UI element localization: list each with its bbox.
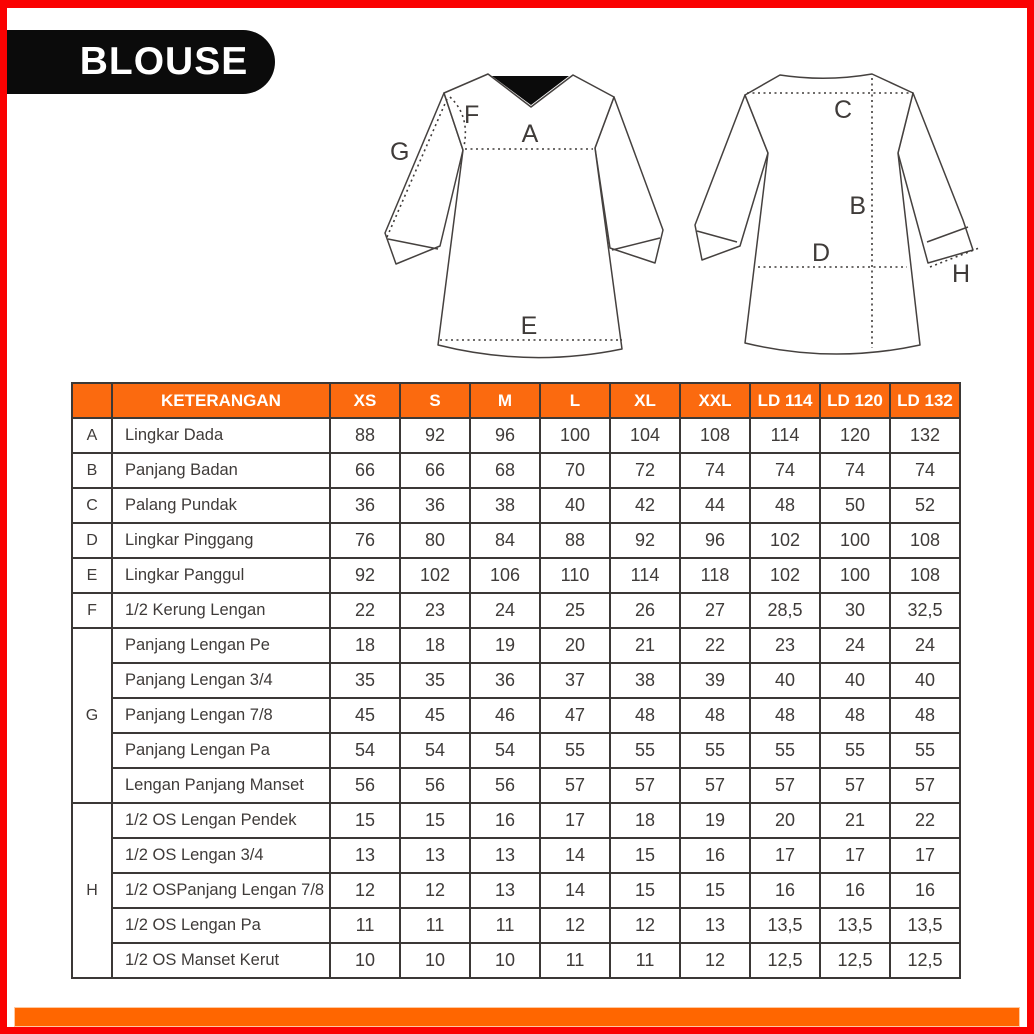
table-row (72, 908, 960, 943)
row-group-letter-b: B (72, 453, 112, 488)
size-value: 11 (540, 943, 610, 978)
size-value: 48 (750, 698, 820, 733)
size-value: 38 (470, 488, 540, 523)
column-header-ld-120: LD 120 (820, 383, 890, 418)
title-badge (7, 30, 275, 94)
back-body-outline (745, 74, 920, 354)
label-H: H (952, 260, 971, 288)
size-value: 25 (540, 593, 610, 628)
size-value: 13 (680, 908, 750, 943)
measurement-label: 1/2 OS Manset Kerut (112, 943, 330, 978)
size-value: 13 (400, 838, 470, 873)
size-value: 36 (400, 488, 470, 523)
table-header (72, 383, 960, 418)
size-value: 24 (820, 628, 890, 663)
size-value: 24 (470, 593, 540, 628)
size-value: 35 (330, 663, 400, 698)
size-value: 55 (680, 733, 750, 768)
measurement-label: 1/2 Kerung Lengan (112, 593, 330, 628)
size-value: 57 (610, 768, 680, 803)
size-value: 20 (750, 803, 820, 838)
size-value: 55 (540, 733, 610, 768)
size-value: 100 (820, 558, 890, 593)
size-value: 48 (890, 698, 960, 733)
column-header-s: S (400, 383, 470, 418)
back-right-sleeve (898, 93, 973, 263)
measurement-label: Panjang Lengan Pe (112, 628, 330, 663)
size-value: 24 (890, 628, 960, 663)
size-value: 13,5 (820, 908, 890, 943)
size-value: 36 (330, 488, 400, 523)
size-value: 102 (750, 523, 820, 558)
size-value: 66 (400, 453, 470, 488)
size-value: 19 (470, 628, 540, 663)
size-value: 19 (680, 803, 750, 838)
size-value: 17 (750, 838, 820, 873)
table-row (72, 768, 960, 803)
size-value: 45 (400, 698, 470, 733)
table-row (72, 943, 960, 978)
size-value: 16 (820, 873, 890, 908)
size-value: 57 (750, 768, 820, 803)
size-value: 45 (330, 698, 400, 733)
row-group-letter-f: F (72, 593, 112, 628)
size-value: 37 (540, 663, 610, 698)
size-value: 114 (610, 558, 680, 593)
size-value: 23 (750, 628, 820, 663)
size-value: 17 (890, 838, 960, 873)
size-value: 30 (820, 593, 890, 628)
size-value: 40 (750, 663, 820, 698)
measurement-label: 1/2 OS Lengan Pa (112, 908, 330, 943)
size-value: 15 (610, 873, 680, 908)
size-value: 13 (470, 838, 540, 873)
size-value: 12,5 (890, 943, 960, 978)
table-row (72, 663, 960, 698)
size-value: 12,5 (750, 943, 820, 978)
size-value: 14 (540, 838, 610, 873)
size-value: 57 (680, 768, 750, 803)
size-value: 57 (540, 768, 610, 803)
row-group-letter-h: H (72, 803, 112, 978)
size-value: 48 (750, 488, 820, 523)
row-group-letter-a: A (72, 418, 112, 453)
size-value: 13,5 (890, 908, 960, 943)
size-table (71, 382, 961, 979)
size-value: 40 (820, 663, 890, 698)
corner-header-cell (72, 383, 112, 418)
measurement-label: 1/2 OSPanjang Lengan 7/8 (112, 873, 330, 908)
size-value: 12 (610, 908, 680, 943)
size-value: 54 (470, 733, 540, 768)
size-value: 18 (400, 628, 470, 663)
size-value: 48 (610, 698, 680, 733)
size-value: 48 (680, 698, 750, 733)
size-value: 15 (680, 873, 750, 908)
size-value: 39 (680, 663, 750, 698)
size-value: 40 (540, 488, 610, 523)
size-value: 28,5 (750, 593, 820, 628)
size-value: 104 (610, 418, 680, 453)
table-row (72, 523, 960, 558)
size-value: 11 (330, 908, 400, 943)
size-value: 12,5 (820, 943, 890, 978)
size-value: 74 (890, 453, 960, 488)
row-group-letter-c: C (72, 488, 112, 523)
size-value: 74 (750, 453, 820, 488)
measurement-label: Palang Pundak (112, 488, 330, 523)
measurement-label: Panjang Lengan 3/4 (112, 663, 330, 698)
size-value: 12 (540, 908, 610, 943)
size-value: 40 (890, 663, 960, 698)
size-value: 16 (750, 873, 820, 908)
size-value: 22 (330, 593, 400, 628)
label-B: B (849, 192, 866, 220)
size-value: 132 (890, 418, 960, 453)
size-value: 92 (330, 558, 400, 593)
measurement-label: Lingkar Dada (112, 418, 330, 453)
size-value: 38 (610, 663, 680, 698)
table-row (72, 873, 960, 908)
size-value: 102 (400, 558, 470, 593)
size-value: 66 (330, 453, 400, 488)
column-header-xxl: XXL (680, 383, 750, 418)
measurement-label: Panjang Lengan 7/8 (112, 698, 330, 733)
size-value: 16 (470, 803, 540, 838)
column-header-ld-132: LD 132 (890, 383, 960, 418)
table-row (72, 628, 960, 663)
size-value: 10 (470, 943, 540, 978)
size-value: 76 (330, 523, 400, 558)
table-row (72, 418, 960, 453)
size-value: 11 (610, 943, 680, 978)
size-value: 88 (330, 418, 400, 453)
label-E: E (520, 312, 538, 340)
size-value: 17 (540, 803, 610, 838)
size-value: 13,5 (750, 908, 820, 943)
measurement-label: 1/2 OS Lengan Pendek (112, 803, 330, 838)
measurement-label: Lengan Panjang Manset (112, 768, 330, 803)
size-value: 102 (750, 558, 820, 593)
row-group-letter-g: G (72, 628, 112, 803)
size-value: 21 (610, 628, 680, 663)
size-value: 80 (400, 523, 470, 558)
table-row (72, 733, 960, 768)
table-body (72, 418, 960, 978)
size-value: 35 (400, 663, 470, 698)
table-row (72, 803, 960, 838)
table-row (72, 453, 960, 488)
size-value: 16 (680, 838, 750, 873)
size-value: 120 (820, 418, 890, 453)
size-value: 96 (680, 523, 750, 558)
size-value: 84 (470, 523, 540, 558)
size-value: 22 (680, 628, 750, 663)
size-value: 47 (540, 698, 610, 733)
table-row (72, 593, 960, 628)
table-row (72, 838, 960, 873)
size-value: 55 (820, 733, 890, 768)
size-value: 106 (470, 558, 540, 593)
size-value: 100 (820, 523, 890, 558)
size-value: 11 (400, 908, 470, 943)
size-value: 56 (330, 768, 400, 803)
size-value: 110 (540, 558, 610, 593)
size-value: 27 (680, 593, 750, 628)
row-group-letter-d: D (72, 523, 112, 558)
size-value: 22 (890, 803, 960, 838)
size-value: 57 (820, 768, 890, 803)
size-value: 42 (610, 488, 680, 523)
size-value: 108 (890, 558, 960, 593)
blouse-front-diagram (360, 50, 690, 380)
size-value: 10 (330, 943, 400, 978)
column-header-l: L (540, 383, 610, 418)
size-value: 72 (610, 453, 680, 488)
size-value: 36 (470, 663, 540, 698)
size-value: 54 (400, 733, 470, 768)
column-header-ld-114: LD 114 (750, 383, 820, 418)
size-value: 21 (820, 803, 890, 838)
table-row (72, 488, 960, 523)
size-value: 92 (610, 523, 680, 558)
column-header-xl: XL (610, 383, 680, 418)
size-value: 55 (750, 733, 820, 768)
size-value: 48 (820, 698, 890, 733)
bottom-orange-bar (14, 1007, 1020, 1027)
page-title: BLOUSE (79, 40, 249, 83)
measurement-label: Panjang Badan (112, 453, 330, 488)
size-value: 57 (890, 768, 960, 803)
column-header-m: M (470, 383, 540, 418)
size-value: 15 (610, 838, 680, 873)
size-value: 96 (470, 418, 540, 453)
size-value: 52 (890, 488, 960, 523)
measurement-label: Lingkar Panggul (112, 558, 330, 593)
size-value: 13 (470, 873, 540, 908)
size-value: 26 (610, 593, 680, 628)
size-value: 88 (540, 523, 610, 558)
size-value: 74 (820, 453, 890, 488)
size-value: 15 (400, 803, 470, 838)
size-value: 74 (680, 453, 750, 488)
measurement-label: Lingkar Pinggang (112, 523, 330, 558)
size-value: 32,5 (890, 593, 960, 628)
size-value: 10 (400, 943, 470, 978)
size-value: 11 (470, 908, 540, 943)
size-value: 44 (680, 488, 750, 523)
size-value: 16 (890, 873, 960, 908)
table-row (72, 698, 960, 733)
size-value: 14 (540, 873, 610, 908)
size-value: 108 (680, 418, 750, 453)
size-value: 92 (400, 418, 470, 453)
column-header-keterangan: KETERANGAN (112, 383, 330, 418)
size-value: 12 (680, 943, 750, 978)
size-value: 108 (890, 523, 960, 558)
blouse-back-diagram (680, 50, 1010, 380)
size-value: 54 (330, 733, 400, 768)
size-value: 12 (330, 873, 400, 908)
table-header-row (72, 383, 960, 418)
size-value: 100 (540, 418, 610, 453)
size-value: 55 (890, 733, 960, 768)
size-value: 18 (610, 803, 680, 838)
column-header-xs: XS (330, 383, 400, 418)
label-C: C (833, 96, 853, 124)
size-value: 70 (540, 453, 610, 488)
label-D: D (811, 239, 831, 267)
measurement-label: Panjang Lengan Pa (112, 733, 330, 768)
size-value: 17 (820, 838, 890, 873)
size-value: 56 (470, 768, 540, 803)
table-row (72, 558, 960, 593)
label-F: F (464, 101, 480, 129)
size-value: 15 (330, 803, 400, 838)
label-A: A (521, 120, 539, 148)
label-G: G (390, 138, 410, 166)
size-value: 12 (400, 873, 470, 908)
measurement-label: 1/2 OS Lengan 3/4 (112, 838, 330, 873)
size-value: 55 (610, 733, 680, 768)
size-value: 50 (820, 488, 890, 523)
size-value: 18 (330, 628, 400, 663)
size-value: 20 (540, 628, 610, 663)
row-group-letter-e: E (72, 558, 112, 593)
size-value: 23 (400, 593, 470, 628)
size-value: 13 (330, 838, 400, 873)
size-value: 114 (750, 418, 820, 453)
size-value: 118 (680, 558, 750, 593)
size-value: 68 (470, 453, 540, 488)
size-value: 46 (470, 698, 540, 733)
size-value: 56 (400, 768, 470, 803)
